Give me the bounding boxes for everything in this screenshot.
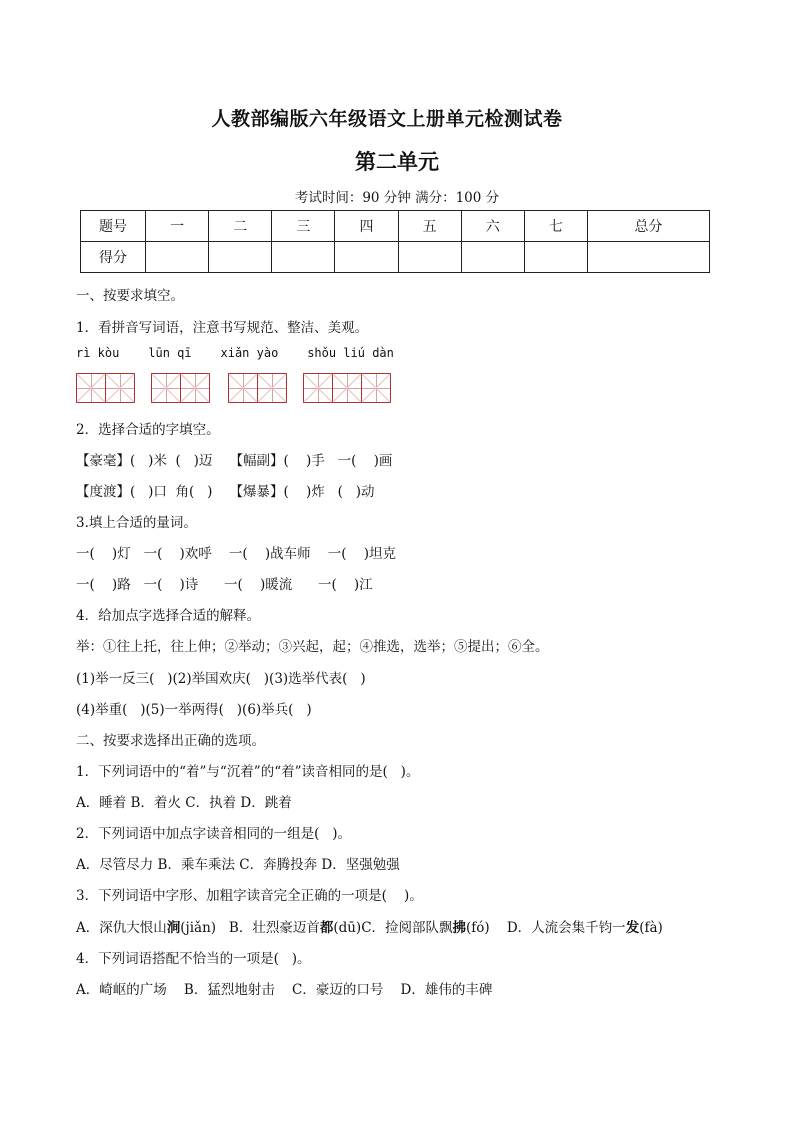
question-1-3-line1: 一( )灯 一( )欢呼 一( )战车师 一( )坦克 bbox=[76, 546, 396, 562]
option-text: (jiǎn) B．壮烈豪迈首 bbox=[180, 920, 320, 936]
bold-char: 发 bbox=[625, 920, 640, 936]
question-2-4-options: A．崎岖的广场 B．猛烈地射击 C．豪迈的口号 D．雄伟的丰碑 bbox=[76, 982, 493, 998]
writing-cell[interactable] bbox=[257, 373, 287, 403]
question-1-2: 2．选择合适的字填空。 bbox=[76, 422, 220, 438]
writing-grid-group[interactable] bbox=[151, 373, 209, 403]
question-1-4-line2: (4)举重( )(5)一举两得( )(6)举兵( ) bbox=[76, 702, 312, 718]
table-cell: 五 bbox=[398, 211, 461, 242]
option-text: A．深仇大恨山 bbox=[76, 920, 167, 936]
table-cell: 得分 bbox=[81, 242, 146, 273]
writing-grid-group[interactable] bbox=[228, 373, 286, 403]
question-1-3: 3.填上合适的量词。 bbox=[76, 515, 197, 531]
question-1-1: 1．看拼音写词语，注意书写规范、整洁、美观。 bbox=[76, 320, 369, 336]
score-input-cell[interactable] bbox=[209, 242, 272, 273]
table-cell: 六 bbox=[461, 211, 524, 242]
writing-cell[interactable] bbox=[105, 373, 135, 403]
option-text: (fó) D．人流会集千钧一 bbox=[466, 920, 626, 936]
question-1-2-line1: 【豪毫】( )米 ( )迈 【幅副】( )手 一( )画 bbox=[76, 453, 393, 469]
writing-cell[interactable] bbox=[361, 373, 391, 403]
table-cell: 一 bbox=[146, 211, 209, 242]
table-cell: 题号 bbox=[81, 211, 146, 242]
question-2-2: 2．下列词语中加点字读音相同的一组是( )。 bbox=[76, 826, 351, 842]
score-input-cell[interactable] bbox=[272, 242, 335, 273]
writing-grid-group[interactable] bbox=[76, 373, 134, 403]
score-input-cell[interactable] bbox=[335, 242, 398, 273]
exam-title: 人教部编版六年级语文上册单元检测试卷 bbox=[211, 108, 563, 130]
question-2-3-options bbox=[76, 916, 663, 936]
section1-heading: 一、按要求填空。 bbox=[76, 288, 184, 304]
section2-heading: 二、按要求选择出正确的选项。 bbox=[76, 733, 265, 749]
writing-cell[interactable] bbox=[303, 373, 333, 403]
writing-cell[interactable] bbox=[332, 373, 362, 403]
writing-cell[interactable] bbox=[76, 373, 106, 403]
score-input-cell[interactable] bbox=[461, 242, 524, 273]
question-2-2-options: A．尽管尽力 B．乘车乘法 C．奔腾投奔 D．坚强勉强 bbox=[76, 857, 400, 873]
question-2-1: 1．下列词语中的“着”与“沉着”的“着”读音相同的是( )。 bbox=[76, 764, 420, 780]
score-table bbox=[80, 210, 710, 273]
score-input-cell[interactable] bbox=[587, 242, 709, 273]
bold-char: 拂 bbox=[452, 920, 467, 936]
question-2-3: 3．下列词语中字形、加粗字读音完全正确的一项是( )。 bbox=[76, 888, 423, 904]
table-cell: 二 bbox=[209, 211, 272, 242]
writing-grid-group[interactable] bbox=[303, 373, 390, 403]
question-1-2-line2: 【度渡】( )口 角( ) 【爆暴】( )炸 ( )动 bbox=[76, 484, 375, 500]
table-row bbox=[81, 211, 710, 242]
table-cell: 三 bbox=[272, 211, 335, 242]
table-cell: 总分 bbox=[587, 211, 709, 242]
option-text: (dū)C．捡阅部队飘 bbox=[333, 920, 453, 936]
exam-meta: 考试时间：90 分钟 满分：100 分 bbox=[294, 190, 500, 206]
pinyin-line: rì kòu lūn qī xiǎn yào shǒu liú dàn bbox=[76, 346, 394, 360]
writing-cell[interactable] bbox=[151, 373, 181, 403]
option-text: (fà) bbox=[639, 920, 663, 936]
score-input-cell[interactable] bbox=[398, 242, 461, 273]
table-cell: 四 bbox=[335, 211, 398, 242]
question-1-4: 4．给加点字选择合适的解释。 bbox=[76, 608, 261, 624]
question-1-3-line2: 一( )路 一( )诗 一( )暖流 一( )江 bbox=[76, 577, 373, 593]
table-row bbox=[81, 242, 710, 273]
table-cell: 七 bbox=[524, 211, 587, 242]
question-2-1-options: A．睡着 B．着火 C．执着 D．跳着 bbox=[76, 795, 292, 811]
score-input-cell[interactable] bbox=[524, 242, 587, 273]
question-2-4: 4．下列词语搭配不恰当的一项是( )。 bbox=[76, 951, 311, 967]
bold-char: 涧 bbox=[166, 920, 181, 936]
writing-cell[interactable] bbox=[180, 373, 210, 403]
bold-char: 都 bbox=[319, 920, 334, 936]
unit-title: 第二单元 bbox=[355, 149, 439, 174]
question-1-4-line1: (1)举一反三( )(2)举国欢庆( )(3)选举代表( ) bbox=[76, 671, 366, 687]
writing-cell[interactable] bbox=[228, 373, 258, 403]
score-input-cell[interactable] bbox=[146, 242, 209, 273]
question-1-4-definition: 举：①往上托，往上伸；②举动；③兴起，起；④推选，选举；⑤提出；⑥全。 bbox=[76, 639, 549, 655]
